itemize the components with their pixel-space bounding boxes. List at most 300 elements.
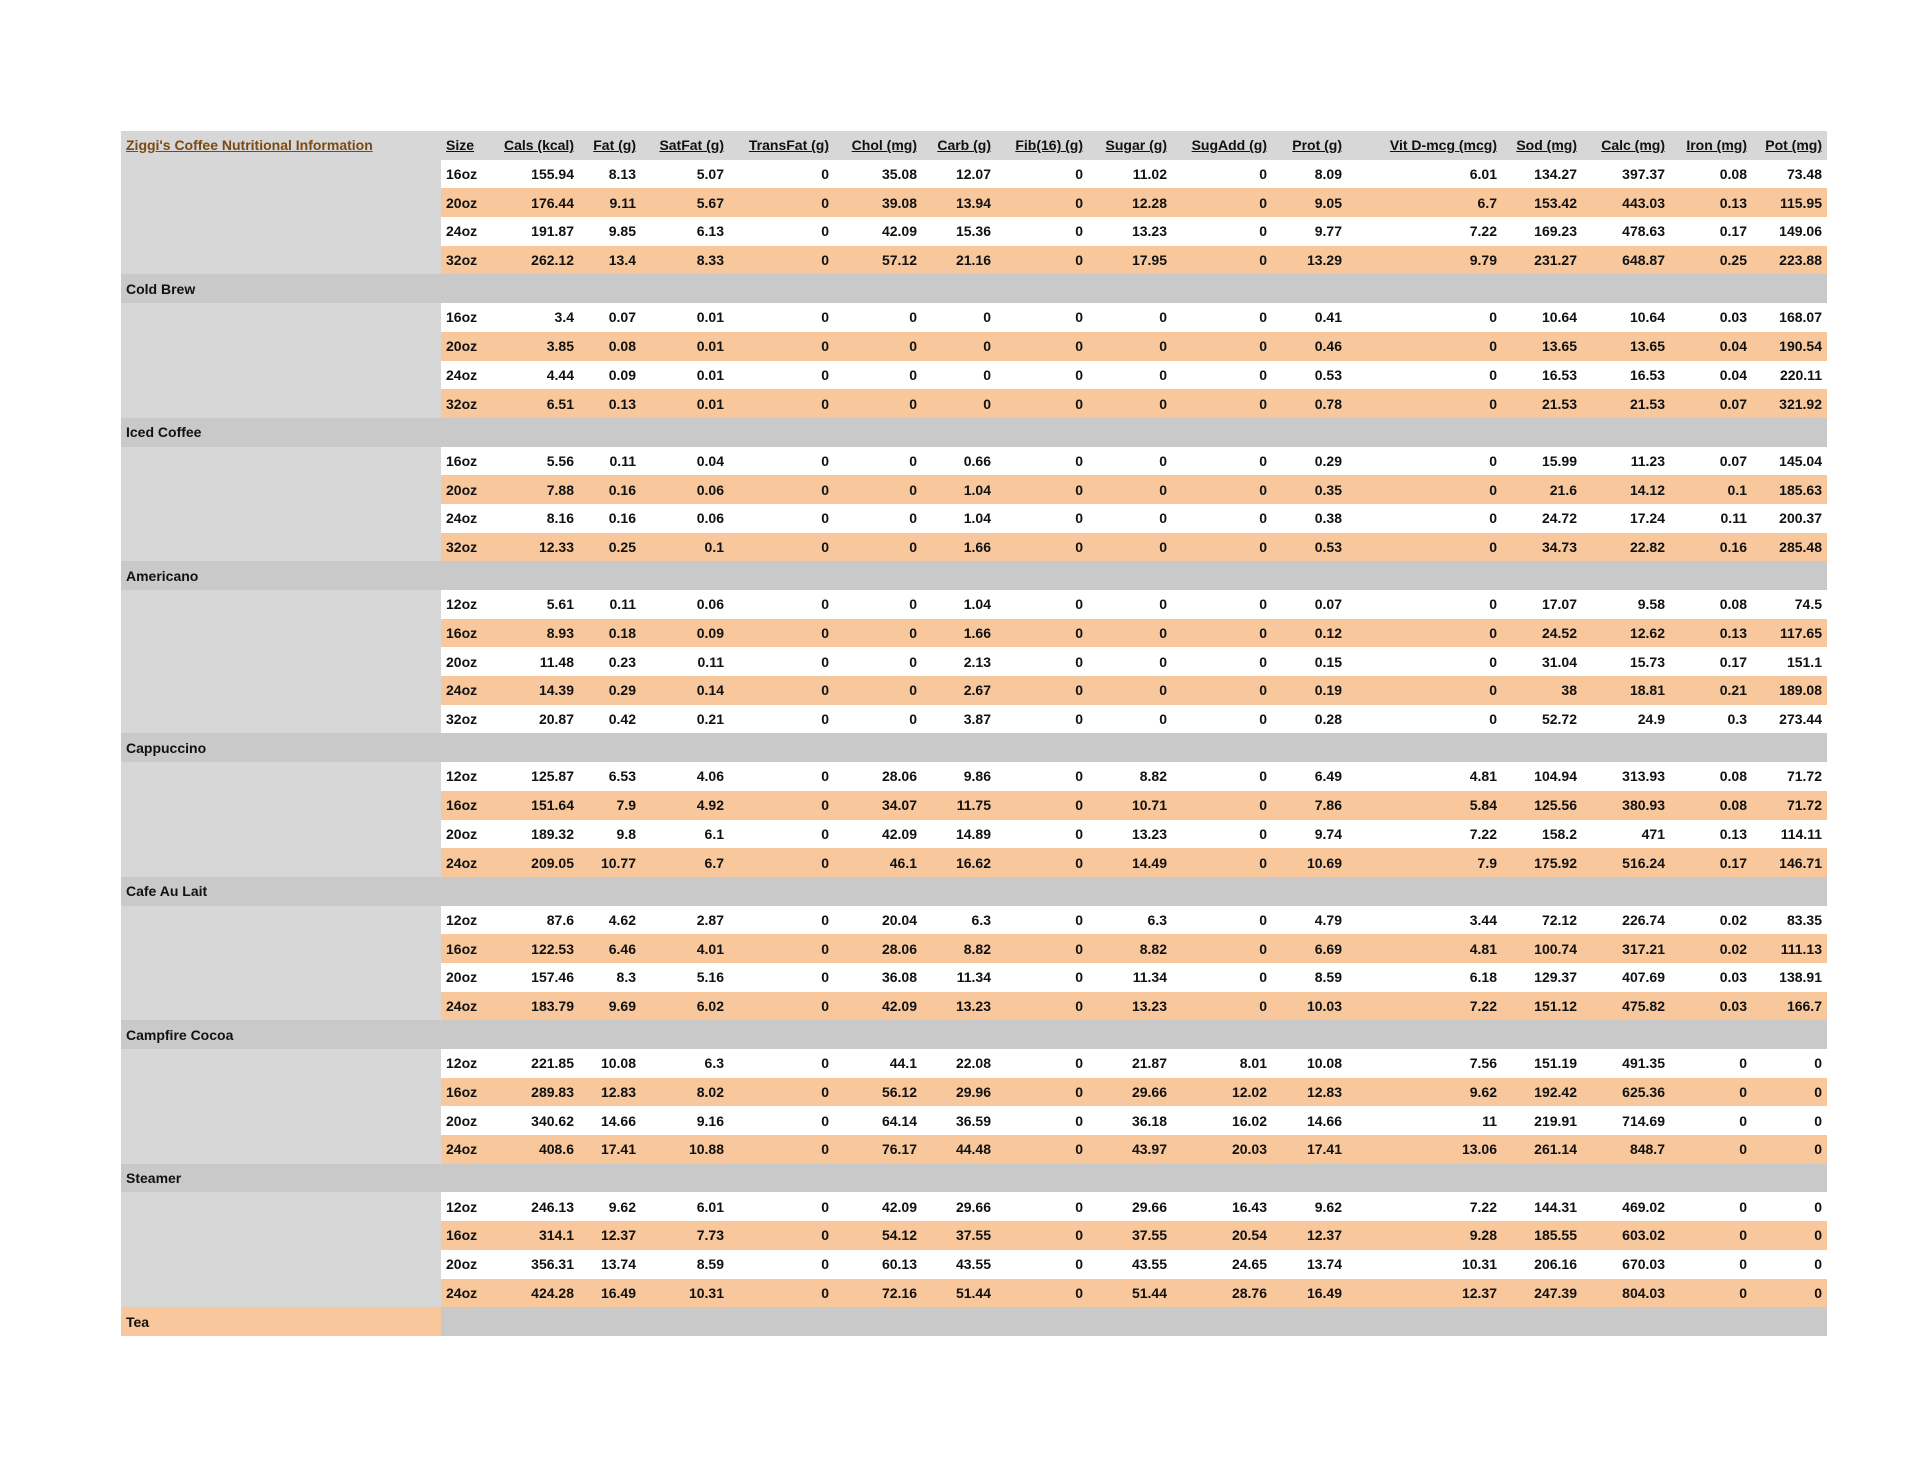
value-cell: 0.07	[579, 303, 641, 332]
value-cell: 0	[1347, 332, 1502, 361]
value-cell: 35.08	[834, 160, 922, 189]
value-cell: 169.23	[1502, 217, 1582, 246]
value-cell: 13.65	[1582, 332, 1670, 361]
section-fill	[441, 418, 1827, 447]
value-cell: 0	[729, 188, 834, 217]
value-cell: 0.21	[641, 705, 729, 734]
value-cell: 0	[996, 1135, 1088, 1164]
size-cell: 12oz	[441, 590, 489, 619]
value-cell: 0	[834, 504, 922, 533]
column-header: Sod (mg)	[1502, 131, 1582, 160]
value-cell: 0	[834, 676, 922, 705]
value-cell: 34.73	[1502, 533, 1582, 562]
value-cell: 13.06	[1347, 1135, 1502, 1164]
value-cell: 0.07	[1272, 590, 1347, 619]
section-header-row	[121, 733, 1827, 762]
value-cell: 12.83	[1272, 1078, 1347, 1107]
value-cell: 0	[1347, 504, 1502, 533]
value-cell: 0	[996, 705, 1088, 734]
value-cell: 83.35	[1752, 906, 1827, 935]
value-cell: 13.23	[922, 992, 996, 1021]
size-cell: 12oz	[441, 906, 489, 935]
value-cell: 0	[834, 303, 922, 332]
size-cell: 16oz	[441, 160, 489, 189]
value-cell: 0	[996, 676, 1088, 705]
value-cell: 0.09	[579, 361, 641, 390]
value-cell: 0.11	[579, 590, 641, 619]
column-header: Prot (g)	[1272, 131, 1347, 160]
value-cell: 7.56	[1347, 1049, 1502, 1078]
value-cell: 0	[729, 619, 834, 648]
value-cell: 648.87	[1582, 246, 1670, 275]
value-cell: 9.62	[579, 1192, 641, 1221]
value-cell: 0	[996, 1221, 1088, 1250]
value-cell: 0.01	[641, 389, 729, 418]
value-cell: 0	[1172, 820, 1272, 849]
value-cell: 158.2	[1502, 820, 1582, 849]
size-cell: 24oz	[441, 504, 489, 533]
table-row	[121, 590, 1827, 619]
value-cell: 285.48	[1752, 533, 1827, 562]
section-header-row	[121, 561, 1827, 590]
value-cell: 20.54	[1172, 1221, 1272, 1250]
value-cell: 0	[1088, 332, 1172, 361]
value-cell: 0	[1172, 217, 1272, 246]
value-cell: 0.01	[641, 332, 729, 361]
value-cell: 6.01	[641, 1192, 729, 1221]
value-cell: 18.81	[1582, 676, 1670, 705]
value-cell: 0.15	[1272, 647, 1347, 676]
value-cell: 317.21	[1582, 934, 1670, 963]
size-cell: 20oz	[441, 332, 489, 361]
value-cell: 145.04	[1752, 447, 1827, 476]
value-cell: 0	[996, 1049, 1088, 1078]
value-cell: 0	[1752, 1192, 1827, 1221]
value-cell: 625.36	[1582, 1078, 1670, 1107]
value-cell: 0	[996, 1250, 1088, 1279]
value-cell: 848.7	[1582, 1135, 1670, 1164]
value-cell: 8.3	[579, 963, 641, 992]
section-label: Cappuccino	[121, 733, 441, 762]
product-name-column	[121, 160, 441, 275]
value-cell: 0	[996, 475, 1088, 504]
value-cell: 0	[1088, 619, 1172, 648]
size-cell: 20oz	[441, 1250, 489, 1279]
value-cell: 8.09	[1272, 160, 1347, 189]
value-cell: 2.67	[922, 676, 996, 705]
size-cell: 24oz	[441, 992, 489, 1021]
value-cell: 603.02	[1582, 1221, 1670, 1250]
value-cell: 0	[1172, 647, 1272, 676]
value-cell: 71.72	[1752, 791, 1827, 820]
value-cell: 11.48	[489, 647, 579, 676]
value-cell: 0	[834, 389, 922, 418]
value-cell: 0.16	[579, 504, 641, 533]
value-cell: 206.16	[1502, 1250, 1582, 1279]
value-cell: 4.62	[579, 906, 641, 935]
value-cell: 29.66	[922, 1192, 996, 1221]
value-cell: 157.46	[489, 963, 579, 992]
value-cell: 8.93	[489, 619, 579, 648]
value-cell: 804.03	[1582, 1279, 1670, 1308]
value-cell: 0	[1172, 906, 1272, 935]
value-cell: 0	[1172, 160, 1272, 189]
value-cell: 17.24	[1582, 504, 1670, 533]
value-cell: 11.23	[1582, 447, 1670, 476]
value-cell: 43.55	[922, 1250, 996, 1279]
value-cell: 36.18	[1088, 1106, 1172, 1135]
value-cell: 0	[1088, 533, 1172, 562]
value-cell: 5.16	[641, 963, 729, 992]
value-cell: 20.87	[489, 705, 579, 734]
value-cell: 14.39	[489, 676, 579, 705]
value-cell: 0	[729, 590, 834, 619]
value-cell: 31.04	[1502, 647, 1582, 676]
value-cell: 12.37	[1347, 1279, 1502, 1308]
value-cell: 9.74	[1272, 820, 1347, 849]
value-cell: 0	[1088, 361, 1172, 390]
value-cell: 0	[729, 447, 834, 476]
value-cell: 0	[1347, 619, 1502, 648]
value-cell: 8.13	[579, 160, 641, 189]
column-header: Chol (mg)	[834, 131, 922, 160]
section-label: Steamer	[121, 1164, 441, 1193]
value-cell: 42.09	[834, 820, 922, 849]
value-cell: 0.03	[1670, 992, 1752, 1021]
value-cell: 43.55	[1088, 1250, 1172, 1279]
value-cell: 6.69	[1272, 934, 1347, 963]
value-cell: 0	[729, 705, 834, 734]
value-cell: 6.49	[1272, 762, 1347, 791]
value-cell: 8.01	[1172, 1049, 1272, 1078]
value-cell: 0	[1088, 303, 1172, 332]
value-cell: 155.94	[489, 160, 579, 189]
column-header: Cals (kcal)	[489, 131, 579, 160]
value-cell: 0	[996, 762, 1088, 791]
value-cell: 22.08	[922, 1049, 996, 1078]
value-cell: 3.4	[489, 303, 579, 332]
value-cell: 38	[1502, 676, 1582, 705]
value-cell: 0.08	[579, 332, 641, 361]
value-cell: 9.8	[579, 820, 641, 849]
value-cell: 0	[996, 303, 1088, 332]
value-cell: 407.69	[1582, 963, 1670, 992]
section-label: Iced Coffee	[121, 418, 441, 447]
column-header: Fib(16) (g)	[996, 131, 1088, 160]
value-cell: 9.86	[922, 762, 996, 791]
value-cell: 0.08	[1670, 590, 1752, 619]
value-cell: 0.13	[579, 389, 641, 418]
value-cell: 21.53	[1582, 389, 1670, 418]
value-cell: 6.3	[922, 906, 996, 935]
value-cell: 0	[834, 533, 922, 562]
value-cell: 9.05	[1272, 188, 1347, 217]
value-cell: 3.44	[1347, 906, 1502, 935]
value-cell: 0	[729, 389, 834, 418]
value-cell: 0.04	[1670, 361, 1752, 390]
size-cell: 12oz	[441, 1049, 489, 1078]
value-cell: 0	[1172, 705, 1272, 734]
column-header: Sugar (g)	[1088, 131, 1172, 160]
section-header-row	[121, 418, 1827, 447]
value-cell: 0	[996, 647, 1088, 676]
value-cell: 0	[996, 992, 1088, 1021]
value-cell: 0	[1088, 447, 1172, 476]
value-cell: 6.18	[1347, 963, 1502, 992]
value-cell: 0.38	[1272, 504, 1347, 533]
value-cell: 0	[1347, 590, 1502, 619]
value-cell: 134.27	[1502, 160, 1582, 189]
value-cell: 0	[1172, 762, 1272, 791]
value-cell: 0	[834, 647, 922, 676]
value-cell: 3.87	[922, 705, 996, 734]
value-cell: 192.42	[1502, 1078, 1582, 1107]
header-row	[121, 131, 1827, 160]
value-cell: 12.02	[1172, 1078, 1272, 1107]
value-cell: 0	[1172, 303, 1272, 332]
value-cell: 8.59	[641, 1250, 729, 1279]
value-cell: 36.08	[834, 963, 922, 992]
value-cell: 0	[1172, 619, 1272, 648]
value-cell: 0	[1172, 475, 1272, 504]
section-label: Campfire Cocoa	[121, 1020, 441, 1049]
value-cell: 0.07	[1670, 447, 1752, 476]
value-cell: 0	[1172, 992, 1272, 1021]
value-cell: 115.95	[1752, 188, 1827, 217]
value-cell: 0.17	[1670, 647, 1752, 676]
value-cell: 0.04	[1670, 332, 1752, 361]
value-cell: 469.02	[1582, 1192, 1670, 1221]
value-cell: 471	[1582, 820, 1670, 849]
value-cell: 0	[996, 217, 1088, 246]
value-cell: 13.29	[1272, 246, 1347, 275]
value-cell: 0	[996, 361, 1088, 390]
value-cell: 6.13	[641, 217, 729, 246]
value-cell: 1.04	[922, 504, 996, 533]
value-cell: 0	[1670, 1106, 1752, 1135]
value-cell: 0	[834, 361, 922, 390]
value-cell: 6.7	[1347, 188, 1502, 217]
value-cell: 0	[1088, 475, 1172, 504]
value-cell: 114.11	[1752, 820, 1827, 849]
value-cell: 10.88	[641, 1135, 729, 1164]
value-cell: 0	[834, 590, 922, 619]
value-cell: 0.08	[1670, 160, 1752, 189]
value-cell: 21.6	[1502, 475, 1582, 504]
value-cell: 670.03	[1582, 1250, 1670, 1279]
value-cell: 0	[834, 447, 922, 476]
value-cell: 13.65	[1502, 332, 1582, 361]
value-cell: 6.51	[489, 389, 579, 418]
value-cell: 9.62	[1272, 1192, 1347, 1221]
value-cell: 0	[922, 332, 996, 361]
value-cell: 0	[1347, 705, 1502, 734]
size-cell: 20oz	[441, 1106, 489, 1135]
column-header: Calc (mg)	[1582, 131, 1670, 160]
value-cell: 44.1	[834, 1049, 922, 1078]
value-cell: 10.71	[1088, 791, 1172, 820]
value-cell: 5.84	[1347, 791, 1502, 820]
value-cell: 0	[729, 820, 834, 849]
value-cell: 0	[1088, 590, 1172, 619]
section-fill	[441, 1307, 1827, 1336]
value-cell: 9.79	[1347, 246, 1502, 275]
size-cell: 20oz	[441, 475, 489, 504]
product-name-column	[121, 762, 441, 877]
value-cell: 0.3	[1670, 705, 1752, 734]
value-cell: 10.08	[579, 1049, 641, 1078]
value-cell: 0	[996, 1192, 1088, 1221]
value-cell: 220.11	[1752, 361, 1827, 390]
value-cell: 4.92	[641, 791, 729, 820]
value-cell: 0	[996, 1279, 1088, 1308]
value-cell: 42.09	[834, 1192, 922, 1221]
value-cell: 0.08	[1670, 762, 1752, 791]
value-cell: 100.74	[1502, 934, 1582, 963]
size-cell: 24oz	[441, 848, 489, 877]
size-cell: 16oz	[441, 791, 489, 820]
value-cell: 0	[996, 389, 1088, 418]
section-header-row	[121, 1020, 1827, 1049]
value-cell: 8.33	[641, 246, 729, 275]
value-cell: 44.48	[922, 1135, 996, 1164]
value-cell: 0	[1752, 1049, 1827, 1078]
product-name-column	[121, 447, 441, 562]
value-cell: 0	[729, 160, 834, 189]
value-cell: 10.08	[1272, 1049, 1347, 1078]
value-cell: 0	[729, 963, 834, 992]
value-cell: 0.46	[1272, 332, 1347, 361]
value-cell: 13.23	[1088, 820, 1172, 849]
value-cell: 0	[1347, 389, 1502, 418]
value-cell: 356.31	[489, 1250, 579, 1279]
value-cell: 7.73	[641, 1221, 729, 1250]
section-fill	[441, 1020, 1827, 1049]
value-cell: 516.24	[1582, 848, 1670, 877]
value-cell: 0	[729, 676, 834, 705]
value-cell: 273.44	[1752, 705, 1827, 734]
value-cell: 151.1	[1752, 647, 1827, 676]
value-cell: 491.35	[1582, 1049, 1670, 1078]
value-cell: 21.16	[922, 246, 996, 275]
value-cell: 8.82	[1088, 934, 1172, 963]
value-cell: 87.6	[489, 906, 579, 935]
value-cell: 57.12	[834, 246, 922, 275]
value-cell: 10.31	[1347, 1250, 1502, 1279]
value-cell: 0.06	[641, 590, 729, 619]
value-cell: 185.55	[1502, 1221, 1582, 1250]
value-cell: 39.08	[834, 188, 922, 217]
table-body	[121, 160, 1827, 1336]
value-cell: 12.33	[489, 533, 579, 562]
value-cell: 129.37	[1502, 963, 1582, 992]
value-cell: 10.03	[1272, 992, 1347, 1021]
value-cell: 42.09	[834, 992, 922, 1021]
value-cell: 0.1	[1670, 475, 1752, 504]
value-cell: 15.73	[1582, 647, 1670, 676]
value-cell: 6.3	[641, 1049, 729, 1078]
value-cell: 0	[729, 848, 834, 877]
value-cell: 72.12	[1502, 906, 1582, 935]
size-cell: 24oz	[441, 1279, 489, 1308]
value-cell: 7.22	[1347, 217, 1502, 246]
value-cell: 15.99	[1502, 447, 1582, 476]
value-cell: 0.08	[1670, 791, 1752, 820]
value-cell: 166.7	[1752, 992, 1827, 1021]
value-cell: 0	[1172, 590, 1272, 619]
value-cell: 0	[1088, 504, 1172, 533]
value-cell: 0	[834, 619, 922, 648]
value-cell: 189.32	[489, 820, 579, 849]
value-cell: 14.12	[1582, 475, 1670, 504]
value-cell: 0	[1172, 246, 1272, 275]
value-cell: 321.92	[1752, 389, 1827, 418]
value-cell: 0	[996, 820, 1088, 849]
value-cell: 0	[1172, 934, 1272, 963]
value-cell: 0	[996, 791, 1088, 820]
value-cell: 340.62	[489, 1106, 579, 1135]
size-cell: 32oz	[441, 389, 489, 418]
value-cell: 0	[1088, 647, 1172, 676]
section-label: Cafe Au Lait	[121, 877, 441, 906]
value-cell: 7.9	[579, 791, 641, 820]
value-cell: 10.64	[1582, 303, 1670, 332]
section-label: Tea	[121, 1307, 441, 1336]
section-fill	[441, 274, 1827, 303]
value-cell: 9.69	[579, 992, 641, 1021]
value-cell: 168.07	[1752, 303, 1827, 332]
value-cell: 0.03	[1670, 303, 1752, 332]
value-cell: 0	[729, 1279, 834, 1308]
value-cell: 0	[1172, 963, 1272, 992]
value-cell: 8.16	[489, 504, 579, 533]
value-cell: 9.11	[579, 188, 641, 217]
value-cell: 0	[996, 332, 1088, 361]
value-cell: 6.01	[1347, 160, 1502, 189]
value-cell: 0.03	[1670, 963, 1752, 992]
size-cell: 24oz	[441, 217, 489, 246]
value-cell: 219.91	[1502, 1106, 1582, 1135]
section-fill	[441, 561, 1827, 590]
value-cell: 0	[1670, 1250, 1752, 1279]
value-cell: 0	[1347, 447, 1502, 476]
table-row	[121, 1192, 1827, 1221]
value-cell: 6.7	[641, 848, 729, 877]
value-cell: 104.94	[1502, 762, 1582, 791]
value-cell: 0.09	[641, 619, 729, 648]
value-cell: 714.69	[1582, 1106, 1670, 1135]
value-cell: 16.43	[1172, 1192, 1272, 1221]
product-name-column	[121, 1049, 441, 1164]
value-cell: 24.9	[1582, 705, 1670, 734]
value-cell: 0	[834, 705, 922, 734]
size-cell: 24oz	[441, 1135, 489, 1164]
value-cell: 0	[1172, 361, 1272, 390]
value-cell: 7.22	[1347, 992, 1502, 1021]
value-cell: 11	[1347, 1106, 1502, 1135]
table-row	[121, 447, 1827, 476]
section-fill	[441, 877, 1827, 906]
value-cell: 0.13	[1670, 820, 1752, 849]
column-header: Carb (g)	[922, 131, 996, 160]
value-cell: 0.18	[579, 619, 641, 648]
value-cell: 0.28	[1272, 705, 1347, 734]
value-cell: 6.3	[1088, 906, 1172, 935]
value-cell: 15.36	[922, 217, 996, 246]
nutrition-table	[121, 131, 1827, 1336]
value-cell: 20.04	[834, 906, 922, 935]
value-cell: 11.75	[922, 791, 996, 820]
